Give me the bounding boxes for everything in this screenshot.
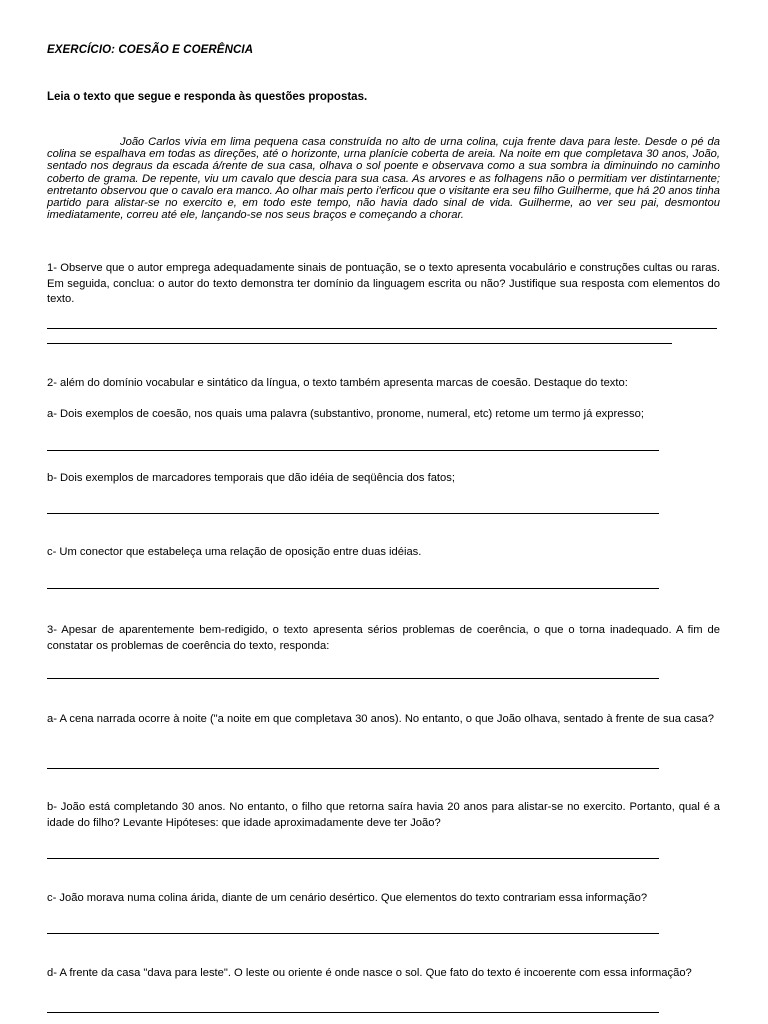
answer-line-2b[interactable] <box>47 513 659 514</box>
question-2: 2- além do domínio vocabular e sintático da língua, o texto também apresenta marcas de coesão. Destaque do texto: <box>47 377 628 389</box>
instruction-text: Leia o texto que segue e responda às questões propostas. <box>47 91 368 103</box>
answer-line-2a[interactable] <box>47 450 659 451</box>
question-2a: a- Dois exemplos de coesão, nos quais uma palavra (substantivo, pronome, numeral, etc) retome um termo já expresso; <box>47 408 644 420</box>
answer-line-3a[interactable] <box>47 768 659 769</box>
question-2c: c- Um conector que estabeleça uma relação de oposição entre duas idéias. <box>47 546 422 558</box>
answer-line-1a[interactable] <box>47 328 717 329</box>
question-1: 1- Observe que o autor emprega adequadamente sinais de pontuação, se o texto apresenta vocabulário e construções cultas ou raras. Em seguida, conclua: o autor do texto demonstra ter domínio da linguagem escrita ou não? Justifique sua resposta com elementos do texto. <box>47 262 720 305</box>
question-3c: c- João morava numa colina árida, diante de um cenário desértico. Que elementos do texto contrariam essa informação? <box>47 892 648 904</box>
answer-line-3d[interactable] <box>47 1012 659 1013</box>
answer-line-1b[interactable] <box>47 343 672 344</box>
answer-line-2c[interactable] <box>47 588 659 589</box>
answer-line-3b[interactable] <box>47 858 659 859</box>
passage-text: João Carlos vivia em lima pequena casa construída no alto de urna colina, cuja frente dava para leste. Desde o pé da colina se espalhava em todas as direções, até o horizonte, urna planície coberta de areia. Na noite em que completava 30 anos, João, sentado nos degraus da escada á/rente de sua casa, olhava o sol poente e observava como a sua sombra ia diminuindo no caminho coberto de grama. De repente, viu um cavalo que descia para sua casa. As arvores e as folhagens não o permitiam ver distintarnente; entretanto observou que o cavalo era manco. Ao olhar mais perto i'erficou que o visitante era seu filho Guilherme, que há 20 anos tinha partido para alistar-se no exercito e, em todo este tempo, não havia dado sinal de vida. Guilherme, ao ver seu pai, desmontou imediatamente, correu até ele, lançando-se nos seus braços e começando a chorar. <box>47 136 720 222</box>
reading-passage <box>47 136 720 221</box>
question-3d: d- A frente da casa "dava para leste". O leste ou oriente é onde nasce o sol. Que fato do texto é incoerente com essa informação? <box>47 967 692 979</box>
question-3a: a- A cena narrada ocorre à noite ("a noite em que completava 30 anos). No entanto, o que João olhava, sentado à frente de sua casa? <box>47 713 714 725</box>
question-3b: b- João está completando 30 anos. No entanto, o filho que retorna saíra havia 20 anos para alistar-se no exercito. Portanto, qual é a idade do filho? Levante Hipóteses: que idade aproximadamente deve ter João? <box>47 801 720 829</box>
exercise-title: EXERCÍCIO: COESÃO E COERÊNCIA <box>47 44 254 56</box>
answer-line-3c[interactable] <box>47 933 659 934</box>
question-3: 3- Apesar de aparentemente bem-redigido, o texto apresenta sérios problemas de coerência, o que o torna inadequado. A fim de constatar os problemas de coerência do texto, responda: <box>47 624 720 652</box>
answer-line-3[interactable] <box>47 678 659 679</box>
question-2b: b- Dois exemplos de marcadores temporais que dão idéia de seqüência dos fatos; <box>47 472 455 484</box>
